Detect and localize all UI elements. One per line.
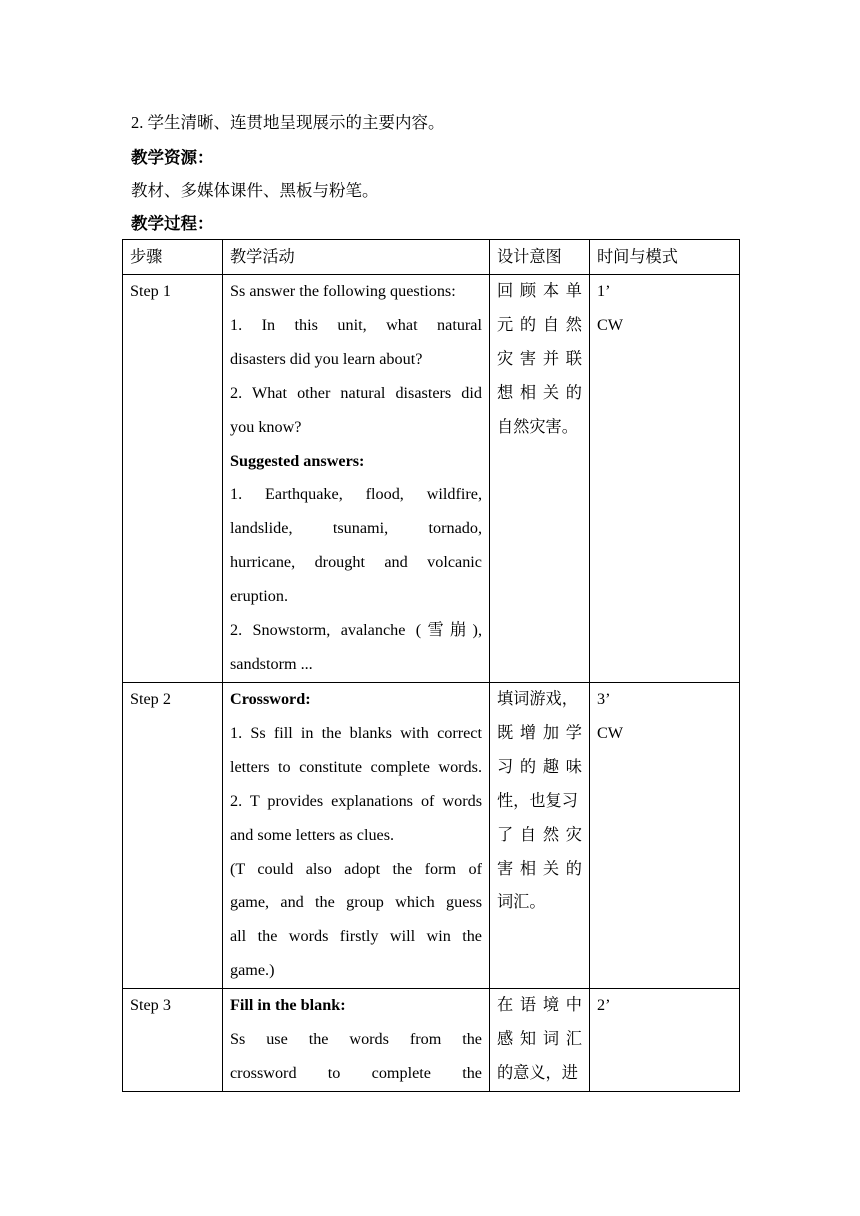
table-row bbox=[123, 989, 740, 1092]
table-header-row bbox=[123, 240, 740, 275]
activity-line: game.) bbox=[230, 961, 275, 980]
mode-value: CW bbox=[597, 723, 624, 742]
activity-line: all the words firstly will win the bbox=[230, 927, 482, 946]
activity-line: 1. Earthquake, flood, wildfire, bbox=[230, 485, 482, 504]
activity-line: 1. Ss fill in the blanks with correct bbox=[230, 723, 482, 742]
step-cell bbox=[123, 275, 223, 683]
intent-line: 既增加学 bbox=[497, 723, 582, 742]
header-intent: 设计意图 bbox=[490, 240, 590, 275]
intent-line: 想相关的 bbox=[497, 383, 582, 402]
resources-heading: 教学资源： bbox=[131, 148, 214, 167]
intent-line: 自然灾害。 bbox=[497, 417, 578, 436]
teaching-process-table bbox=[122, 239, 740, 1092]
process-heading: 教学过程： bbox=[131, 214, 214, 233]
table-row bbox=[123, 683, 740, 989]
activity-line: game, and the group which guess bbox=[230, 893, 482, 912]
step-cell bbox=[123, 683, 223, 989]
activity-line: crossword to complete the bbox=[230, 1063, 482, 1082]
table-row bbox=[123, 275, 740, 683]
activity-line: Ss use the words from the bbox=[230, 1030, 482, 1049]
activity-cell bbox=[223, 275, 490, 683]
activity-line: 2. What other natural disasters did bbox=[230, 383, 482, 402]
intent-line: 灾害并联 bbox=[497, 349, 582, 368]
activity-line: eruption. bbox=[230, 587, 288, 606]
mode-value: CW bbox=[597, 315, 624, 334]
activity-line: Ss answer the following questions: bbox=[230, 282, 456, 300]
activity-line: landslide, tsunami, tornado, bbox=[230, 519, 482, 538]
intent-line: 元的自然 bbox=[497, 315, 582, 334]
time-value: 3’ bbox=[597, 690, 611, 708]
activity-line: (T could also adopt the form of bbox=[230, 859, 482, 878]
intent-line: 的意义，进 bbox=[497, 1063, 578, 1082]
objective-item-2: 2. 学生清晰、连贯地呈现展示的主要内容。 bbox=[131, 113, 445, 132]
header-step: 步骤 bbox=[123, 240, 223, 275]
activity-cell bbox=[223, 683, 490, 989]
step-label: Step 2 bbox=[130, 690, 171, 708]
time-mode-cell bbox=[590, 275, 740, 683]
intent-line: 感知词汇 bbox=[497, 1030, 582, 1049]
intent-line: 回顾本单 bbox=[497, 282, 582, 300]
activity-line: hurricane, drought and volcanic bbox=[230, 553, 482, 572]
activity-line: and some letters as clues. bbox=[230, 825, 395, 844]
activity-line: sandstorm ... bbox=[230, 654, 313, 673]
activity-line: 2. Snowstorm, avalanche (雪崩), bbox=[230, 621, 482, 640]
intent-line: 填词游戏， bbox=[497, 690, 578, 708]
intent-cell bbox=[490, 275, 590, 683]
header-activity: 教学活动 bbox=[223, 240, 490, 275]
activity-line: 2. T provides explanations of words bbox=[230, 791, 482, 810]
time-value: 2’ bbox=[597, 996, 611, 1015]
activity-line: 1. In this unit, what natural bbox=[230, 315, 482, 334]
activity-line: disasters did you learn about? bbox=[230, 349, 423, 368]
intent-line: 害相关的 bbox=[497, 859, 582, 878]
intent-line: 词汇。 bbox=[497, 893, 546, 912]
step-label: Step 1 bbox=[130, 282, 171, 300]
step-label: Step 3 bbox=[130, 996, 171, 1015]
time-mode-cell bbox=[590, 683, 740, 989]
activity-line: Fill in the blank: bbox=[230, 996, 346, 1015]
header-time-mode: 时间与模式 bbox=[590, 240, 740, 275]
activity-line: letters to constitute complete words. bbox=[230, 757, 482, 776]
intent-line: 了自然灾 bbox=[497, 825, 582, 844]
intent-line: 性，也复习 bbox=[497, 791, 578, 810]
intent-cell bbox=[490, 683, 590, 989]
time-mode-cell bbox=[590, 989, 740, 1092]
activity-line: Suggested answers: bbox=[230, 451, 365, 470]
step-cell bbox=[123, 989, 223, 1092]
intent-cell bbox=[490, 989, 590, 1092]
intent-line: 在语境中 bbox=[497, 996, 582, 1015]
activity-line: Crossword: bbox=[230, 690, 311, 708]
time-value: 1’ bbox=[597, 282, 611, 300]
intent-line: 习的趣味 bbox=[497, 757, 582, 776]
resources-text: 教材、多媒体课件、黑板与粉笔。 bbox=[131, 181, 379, 200]
activity-cell bbox=[223, 989, 490, 1092]
activity-line: you know? bbox=[230, 417, 302, 436]
